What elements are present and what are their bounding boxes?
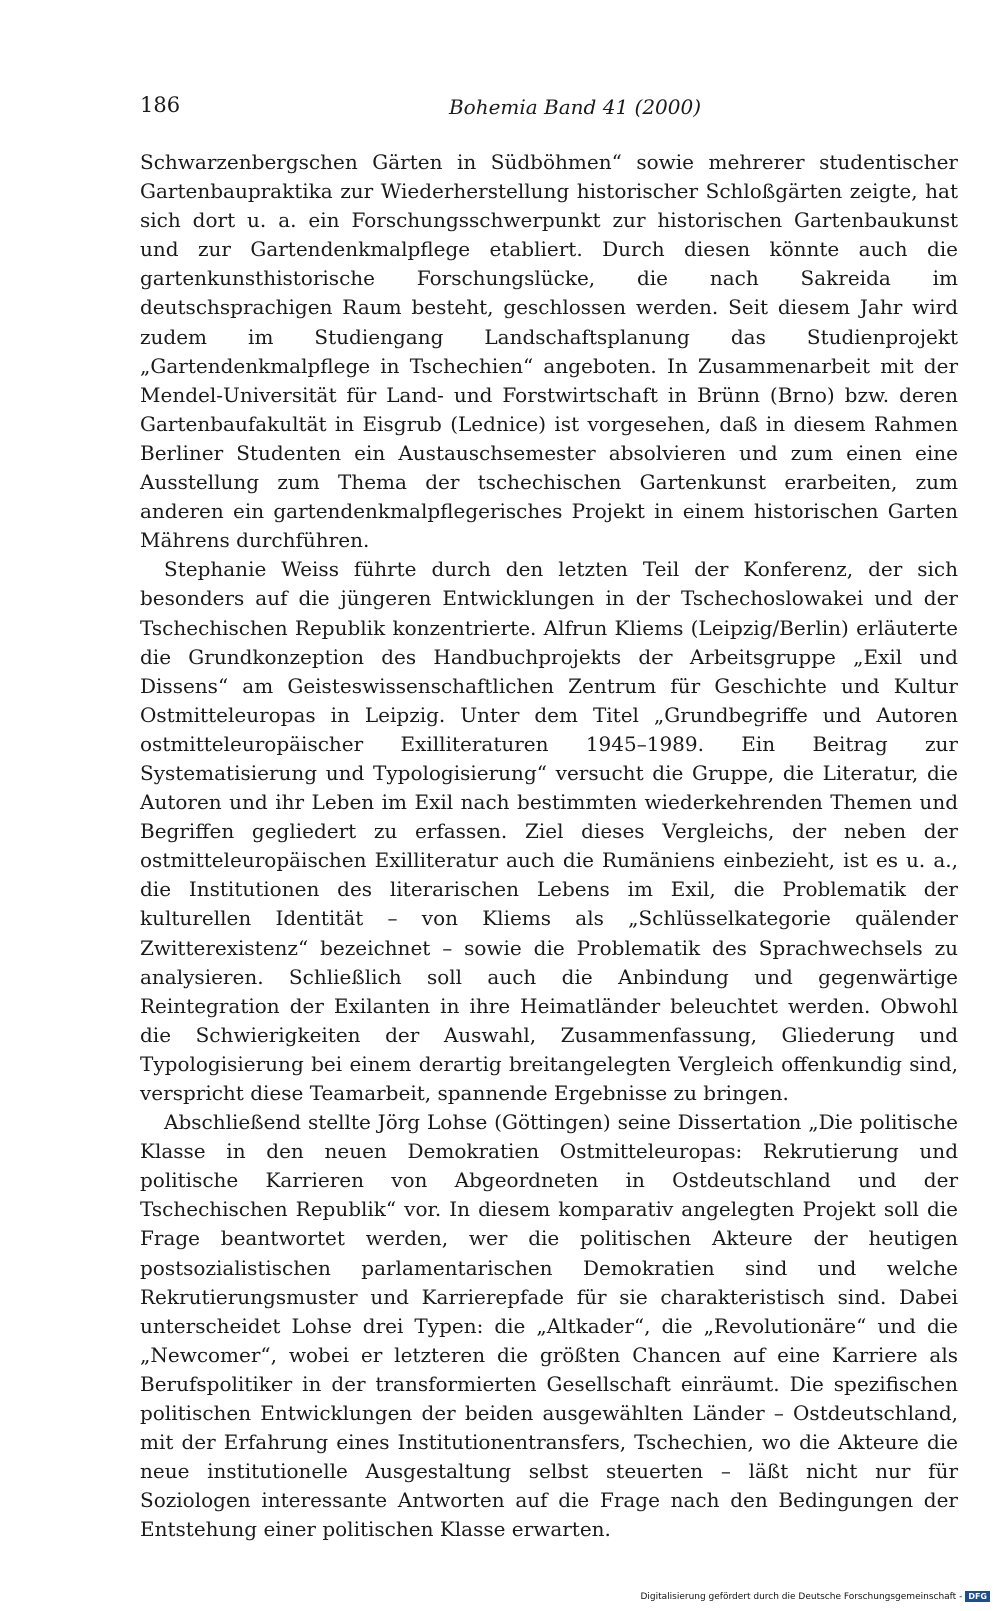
dfg-logo: DFG	[965, 1591, 990, 1602]
paragraph-2: Stephanie Weiss führte durch den letzten Teil der Konferenz, der sich besonders auf die jüngeren Entwicklungen in der Tschechoslowakei und der Tschechischen Republik konzentrierte. Alfrun Kliems (Leipzig/Berlin) erläuterte die Grundkonzeption des Handbuchprojekts der Arbeitsgruppe „Exil und Dissens“ am Geisteswissenschaftlichen Zentrum für Geschichte und Kultur Ostmitteleuropas in Leipzig. Unter dem Titel „Grundbegriffe und Autoren ostmitteleuropäischer Exilliteraturen 1945–1989. Ein Beitrag zur Systematisierung und Typologisierung“ versucht die Gruppe, die Literatur, die Autoren und ihr Leben im Exil nach bestimmten wiederkehrenden Themen und Begriffen gegliedert zu erfassen. Ziel dieses Vergleichs, der neben der ostmitteleuropäischen Exilliteratur auch die Rumäniens einbezieht, ist es u. a., die Institutionen des literarischen Lebens im Exil, die Problematik der kulturellen Identität – von Kliems als „Schlüsselkategorie quälender Zwitterexistenz“ bezeichnet – sowie die Problematik des Sprachwechsels zu analysieren. Schließlich soll auch die Anbindung und gegenwärtige Reintegration der Exilanten in ihre Heimatländer beleuchtet werden. Obwohl die Schwierigkeiten der Auswahl, Zusammenfassung, Gliederung und Typologisierung bei einem derartig breitangelegten Vergleich offenkundig sind, verspricht diese Teamarbeit, spannende Ergebnisse zu bringen.	[140, 557, 958, 1105]
running-head: Bohemia Band 41 (2000)	[448, 95, 702, 119]
digitization-credit	[640, 1591, 990, 1604]
paragraph-3: Abschließend stellte Jörg Lohse (Göttingen) seine Dissertation „Die politische Klasse in den neuen Demokratien Ostmitteleuropas: Rekrutierung und politische Karrieren von Abgeordneten in Ostdeutschland und der Tschechischen Republik“ vor. In diesem komparativ angelegten Projekt soll die Frage beantwortet werden, wer die politischen Akteure der heutigen postsozialistischen parlamentarischen Demokratien sind und welche Rekrutierungsmuster und Karrierepfade für sie charakteristisch sind. Dabei unterscheidet Lohse drei Typen: die „Altkader“, die „Revolutionäre“ und die „Newcomer“, wobei er letzteren die größten Chancen auf eine Karriere als Berufspolitiker in der transformierten Gesellschaft einräumt. Die spezifischen politischen Entwicklungen der beiden ausgewählten Länder – Ostdeutschland, mit der Erfahrung eines Institutionentransfers, Tschechien, wo die Akteure die neue institutionelle Ausgestaltung selbst steuerten – läßt nicht nur für Soziologen interessante Antworten auf die Frage nach den Bedingungen der Entstehung einer politischen Klasse erwarten.	[140, 1110, 958, 1542]
digitization-credit-text: Digitalisierung gefördert durch die Deutsche Forschungsgemeinschaft -	[640, 1592, 963, 1602]
paragraph-1: Schwarzenbergschen Gärten in Südböhmen“ sowie mehrerer studentischer Gartenbaupraktika zur Wiederherstellung historischer Schloßgärten zeigte, hat sich dort u. a. ein Forschungsschwerpunkt zur historischen Gartenbaukunst und zur Gartendenkmalpflege etabliert. Durch diesen könnte auch die gartenkunsthistorische Forschungslücke, die nach Sakreida im deutschsprachigen Raum besteht, geschlossen werden. Seit diesem Jahr wird zudem im Studiengang Landschaftsplanung das Studienprojekt „Gartendenkmalpflege in Tschechien“ angeboten. In Zusammenarbeit mit der Mendel-Universität für Land- und Forstwirtschaft in Brünn (Brno) bzw. deren Gartenbaufakultät in Eisgrub (Lednice) ist vorgesehen, daß in diesem Rahmen Berliner Studenten ein Austauschsemester absolvieren und zum einen eine Ausstellung zum Thema der tschechischen Gartenkunst erarbeiten, zum anderen ein gartendenkmalpflegerisches Projekt in einem historischen Garten Mährens durchführen.	[140, 150, 958, 553]
body-text	[140, 148, 958, 1545]
page-number: 186	[140, 93, 181, 117]
